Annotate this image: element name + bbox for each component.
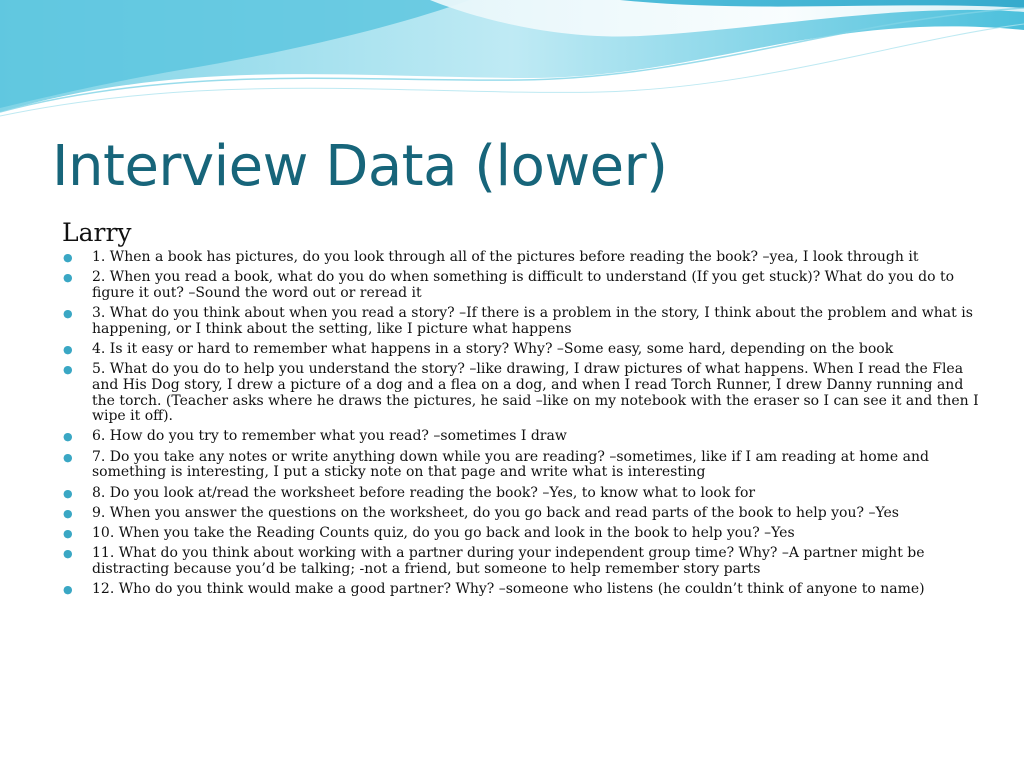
- bullet-icon: ●: [63, 583, 73, 597]
- interview-question-list: [62, 250, 982, 598]
- list-item: [62, 506, 982, 522]
- list-item: [62, 526, 982, 542]
- bullet-icon: ●: [63, 506, 73, 520]
- slide-title: Interview Data (lower): [52, 134, 668, 199]
- question-answer-text: 12. Who do you think would make a good partner? Why? –someone who listens (he couldn’t think of anyone to name): [92, 581, 925, 598]
- student-name-heading: Larry: [62, 218, 132, 247]
- bullet-icon: ●: [63, 251, 73, 264]
- list-item: [62, 362, 982, 424]
- bullet-icon: ●: [63, 486, 73, 500]
- list-item: [62, 450, 982, 481]
- question-answer-text: 9. When you answer the questions on the worksheet, do you go back and read parts of the book to help you? –Yes: [92, 504, 899, 521]
- question-answer-text: 6. How do you try to remember what you read? –sometimes I draw: [92, 428, 567, 445]
- bullet-icon: ●: [63, 307, 73, 321]
- bullet-icon: ●: [63, 343, 73, 357]
- question-answer-text: 11. What do you think about working with a partner during your independent group time? Why? –A partner might be distracting because you’d be talking; -not a friend, but someone to help remember story parts: [92, 545, 925, 577]
- question-answer-text: 1. When a book has pictures, do you look through all of the pictures before reading the book? –yea, I look through it: [92, 249, 919, 265]
- list-item: [62, 270, 982, 301]
- list-item: [62, 306, 982, 337]
- bullet-icon: ●: [63, 527, 73, 541]
- question-answer-text: 2. When you read a book, what do you do when something is difficult to understand (If you get stuck)? What do you do to figure it out? –Sound the word out or reread it: [92, 269, 955, 301]
- question-answer-text: 8. Do you look at/read the worksheet before reading the book? –Yes, to know what to look for: [92, 484, 756, 501]
- bullet-icon: ●: [63, 547, 73, 561]
- list-item: [62, 486, 982, 502]
- question-answer-text: 4. Is it easy or hard to remember what happens in a story? Why? –Some easy, some hard, depending on the book: [92, 341, 894, 358]
- list-item: [62, 342, 982, 358]
- slide-body: [62, 216, 982, 603]
- header-wave-decoration: [0, 0, 1024, 130]
- bullet-icon: ●: [63, 430, 73, 444]
- list-item: [62, 429, 982, 445]
- question-answer-text: 10. When you take the Reading Counts quiz, do you go back and look in the book to help you? –Yes: [92, 525, 795, 542]
- list-item: [62, 250, 982, 266]
- bullet-icon: ●: [63, 271, 73, 285]
- question-answer-text: 5. What do you do to help you understand the story? –like drawing, I draw pictures of what happens. When I read the Flea and His Dog story, I drew a picture of a dog and a flea on a dog, and when I read Torch Runner, I drew Danny running and the torch. (Teacher asks where he draws the pictures, he said –like on my notebook with the eraser so I can see it and then I wipe it off).: [92, 361, 979, 425]
- question-answer-text: 7. Do you take any notes or write anything down while you are reading? –sometimes, like if I am reading at home and something is interesting, I put a sticky note on that page and write what is interesting: [92, 448, 929, 481]
- bullet-icon: ●: [63, 363, 73, 377]
- list-item: [62, 582, 982, 598]
- bullet-icon: ●: [63, 450, 73, 464]
- question-answer-text: 3. What do you think about when you read a story? –If there is a problem in the story, I think about the problem and what is happening, or I think about the setting, like I picture what happens: [92, 305, 973, 337]
- list-item: [62, 546, 982, 577]
